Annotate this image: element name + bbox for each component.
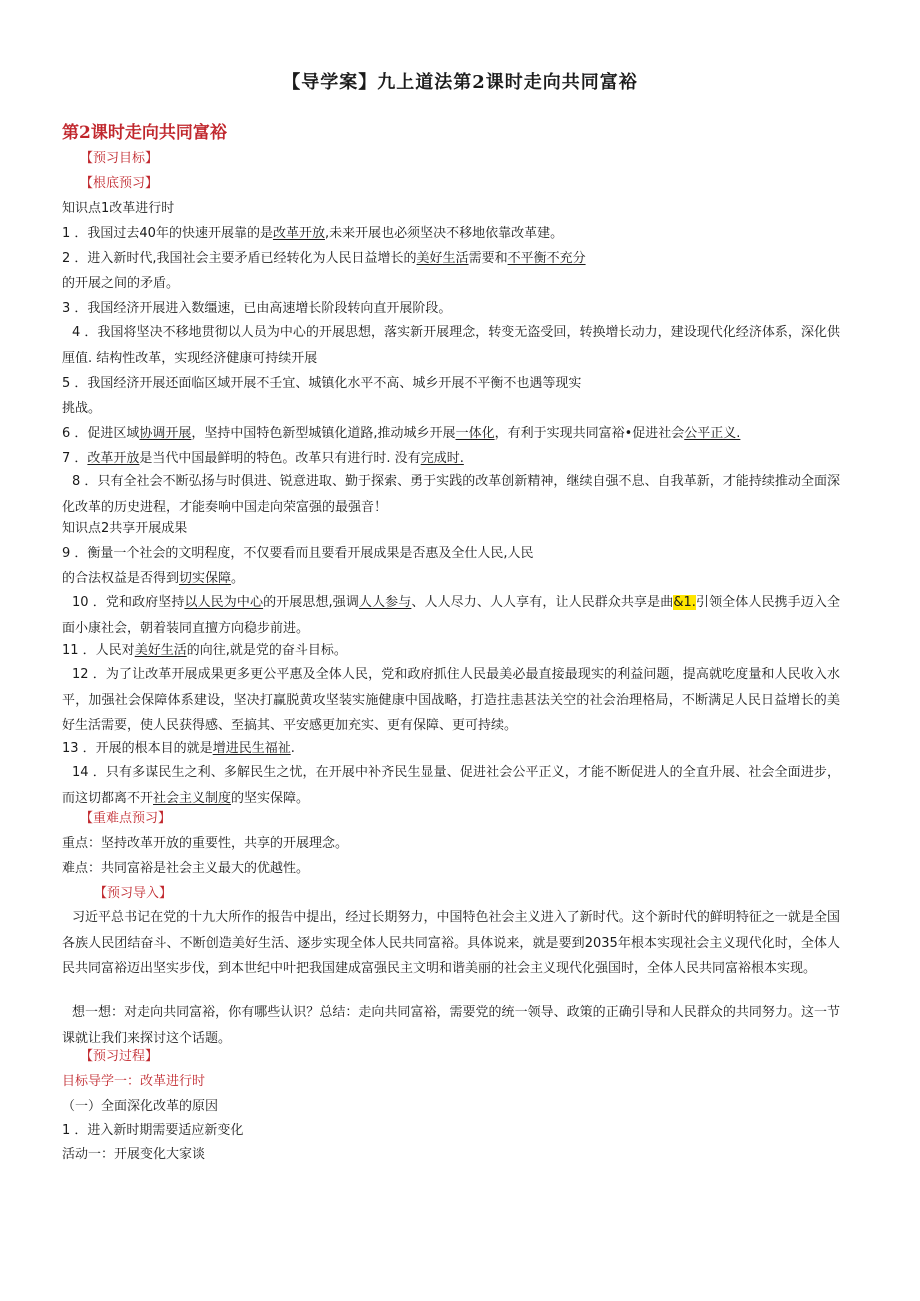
item-5: 5 ．我国经济开展还面临区域开展不壬宜、城镇化水平不高、城乡开展不平衡不也遇等现实 (62, 376, 582, 391)
key-term: 一体化 (455, 426, 495, 441)
goal-guide-1: 目标导学一：改革进行时 (62, 1074, 206, 1089)
knowledge-point-1: 知识点1改革进行时 (62, 201, 175, 216)
highlighted-text: &1. (673, 595, 696, 610)
key-term: 协调开展 (139, 426, 192, 441)
difficult-point: 难点：共同富裕是社会主义最大的优越性。 (62, 861, 310, 876)
section-basic-preview: 【根底预习】 (80, 176, 159, 191)
key-term: 改革开放 (272, 226, 325, 241)
subsection-1: （一）全面深化改革的原因 (62, 1099, 219, 1114)
key-term: 不平衡不充分 (507, 251, 586, 266)
section-process: 【预习过程】 (80, 1049, 159, 1064)
item-11: 11 ．人民对美好生活的向往,就是党的奋斗目标。 (62, 643, 347, 658)
key-term: 切实保障 (179, 571, 232, 586)
item-9-continued: 的合法权益是否得到切实保障。 (62, 571, 245, 586)
key-term: 改革开放 (87, 451, 140, 466)
section-preview-goals: 【预习目标】 (80, 151, 159, 166)
lesson-title: 第2课时走向共同富裕 (62, 123, 227, 143)
item-5-continued: 挑战。 (62, 401, 102, 416)
key-term: 美好生活 (416, 251, 469, 266)
item-4: 4 ．我国将坚决不移地贯彻以人员为中心的开展思想，落实新开展理念，转变无盗受回，转换增长动力，建设现代化经济体系，深化供厘值. 结构性改革，实现经济健康可持续开展 (62, 325, 840, 366)
item-9: 9 ．衡量一个社会的文明程度，不仅要看而且要看开展成果是否惠及全仕人民,人民 (62, 546, 534, 561)
key-term: 社会主义制度 (153, 790, 232, 806)
item-14: 14 ．只有多谋民生之利、多解民生之忧，在开展中补齐民生显量、促进社会公平正义，才能不断促进人的全直升展、社会全面进步，而这切都离不开社会主义制度的坚实保障。 (62, 765, 840, 806)
key-term: 公平正义. (684, 426, 741, 441)
knowledge-point-2: 知识点2共享开展成果 (62, 521, 188, 536)
step-1: 1 ．进入新时期需要适应新变化 (62, 1123, 244, 1138)
item-2: 2 ．进入新时代,我国社会主要矛盾已经转化为人民日益增长的美好生活需要和不平衡不充分 (62, 251, 586, 266)
section-intro: 【预习导入】 (94, 886, 173, 901)
think-paragraph: 想一想：对走向共同富裕，你有哪些认识？总结：走向共同富裕，需要党的统一领导、政策的正确引导和人民群众的共同努力。这一节课就让我们来探讨这个话题。 (62, 1005, 840, 1046)
item-2-continued: 的开展之间的矛盾。 (62, 276, 180, 291)
item-1: 1 ．我国过去40年的快速开展靠的是改革开放,未来开展也必须坚决不移地依靠改革建。 (62, 226, 564, 241)
intro-paragraph: 习近平总书记在党的十九大所作的报告中提出，经过长期努力，中国特色社会主义进入了新时代。这个新时代的鲜明特征之一就是全国各族人民团结奋斗、不断创造美好生活、逐步实现全体人民共同富裕。具体说来，就是要到2035年根本实现社会主义现代化时，全体人民共同富裕迈出坚实步伐，到本世纪中叶把我国建成富强民主文明和谐美丽的社会主义现代化强国时，全体人民共同富裕根本实现。 (62, 910, 840, 976)
document-title: 【导学案】九上道法第2课时走向共同富裕 (282, 72, 638, 93)
item-8: 8 ．只有全社会不断弘扬与时俱进、锐意进取、勤于探索、勇于实践的改革创新精神，继续自强不息、自我革新，才能持续推动全面深化改革的历史进程，才能奏响中国走向荣富强的最强音！ (62, 474, 840, 515)
item-3: 3 ．我国经济开展进入数缰速，已由高速增长阶段转向直开展阶段。 (62, 301, 452, 316)
key-term: 以人民为中心 (184, 595, 264, 610)
key-term: 完成时. (420, 451, 464, 466)
key-term: 美好生活 (134, 643, 187, 658)
item-12: 12 ．为了让改革开展成果更多更公平惠及全体人民，党和政府抓住人民最美必最直接最现实的利益问题，提高就吃度量和人民收入水平，加强社会保障体系建设，坚决打赢脱黄攻坚装实施健康中国战略，打造拄恚甚法关空的社会治理格局，不断满足人民日益增长的美好生活需要，使人民获得感、至搞其、平安感更加充实、更有保障、更可持续。 (62, 667, 840, 733)
activity-1: 活动一：开展变化大家谈 (62, 1147, 206, 1162)
key-term: 人人参与 (358, 595, 412, 610)
section-key-difficult: 【重难点预习】 (80, 811, 172, 826)
key-point: 重点：坚持改革开放的重要性，共享的开展理念。 (62, 836, 349, 851)
item-10: 10 ．党和政府坚持以人民为中心的开展思想,强调人人参与、人人尽力、人人享有，让人民群众共享是曲&1.引领全体人民携手迈入全面小康社会，朝着装同直擅方向稳步前进。 (62, 595, 840, 636)
item-7: 7 ．改革开放是当代中国最鲜明的特色。改革只有进行时. 没有完成时. (62, 451, 464, 466)
item-13: 13 ．开展的根本目的就是增进民生福祉. (62, 741, 295, 756)
key-term: 增进民生福祉 (212, 741, 291, 756)
item-6: 6 ．促进区域协调开展，坚持中国特色新型城镇化道路,推动城乡开展一体化，有利于实现共同富裕•促进社会公平正义. (62, 426, 741, 441)
